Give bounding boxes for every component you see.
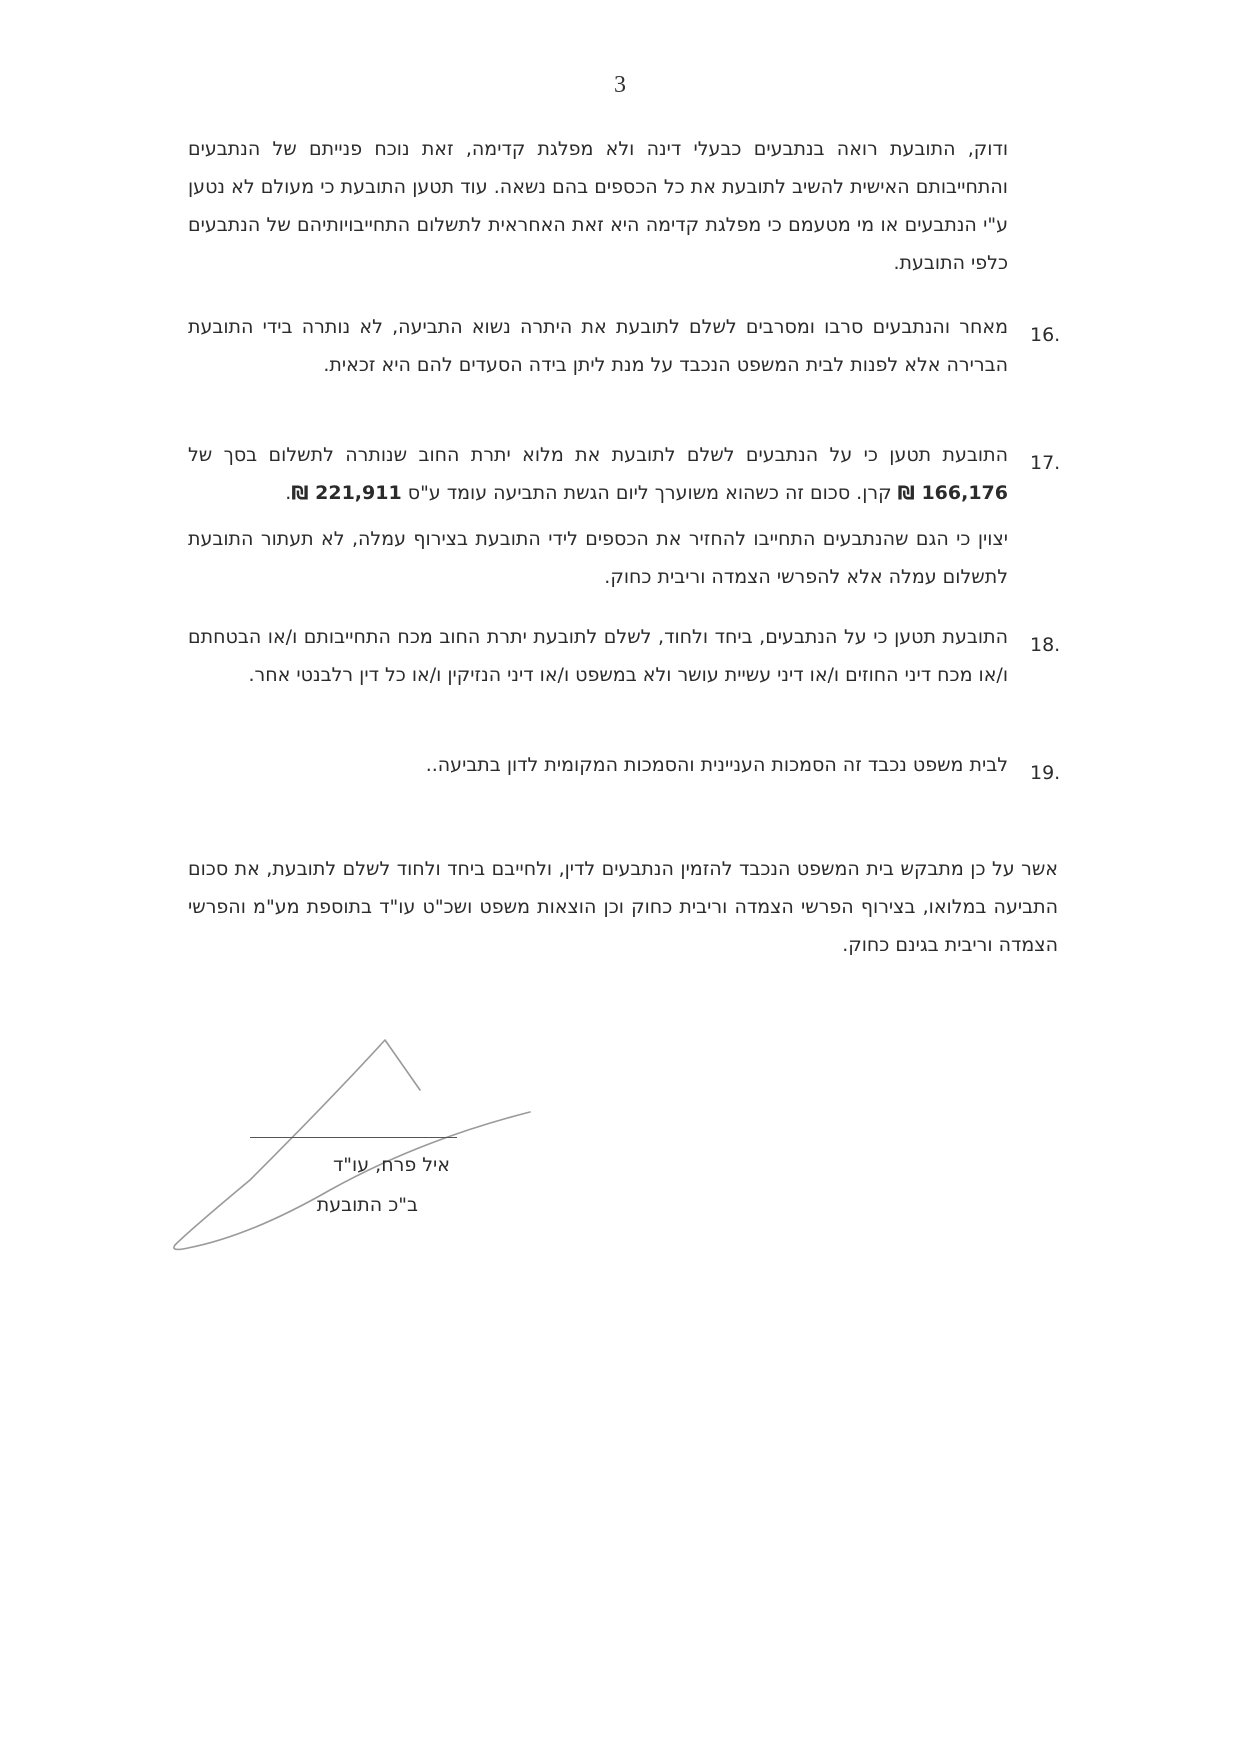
paragraph-17-text-a: התובעת תטען כי על הנתבעים לשלם לתובעת את מלוא יתרת החוב שנותרה לתשלום בסך של bbox=[188, 444, 1008, 466]
signatory-name: איל פרח, עו"ד bbox=[332, 1154, 450, 1176]
item-number-19: 19. bbox=[1030, 762, 1061, 784]
signatory-role: ב"כ התובעת bbox=[316, 1194, 418, 1216]
paragraph-15-continuation: ודוק, התובעת רואה בנתבעים כבעלי דינה ולא מפלגת קדימה, זאת נוכח פנייתם של הנתבעים והתחייבותם האישית להשיב לתובעת את כל הכספים בהם נשאה. עוד תטען התובעת כי מעולם לא נטען ע"י הנתבעים או מי מטעמם כי מפלגת קדימה היא זאת האחראית לתשלום התחייבויותיהם של הנתבעים כלפי התובעת. bbox=[188, 138, 1008, 274]
principal-amount: 166,176 ₪ bbox=[897, 482, 1008, 504]
item-number-17: 17. bbox=[1030, 452, 1061, 474]
total-claim-amount: 221,911 ₪ bbox=[291, 482, 402, 504]
closing-request: אשר על כן מתבקש בית המשפט הנכבד להזמין הנתבעים לדין, ולחייבם ביחד ולחוד לשלם לתובעת, את סכום התביעה במלואו, בצירוף הפרשי הצמדה וריבית כחוק וכן הוצאות משפט ושכ"ט עו"ד בתוספת מע"מ והפרשי הצמדה וריבית בגינם כחוק. bbox=[188, 858, 1058, 956]
paragraph-17 bbox=[188, 436, 1008, 512]
paragraph-17-period: . bbox=[285, 482, 292, 504]
paragraph-19: לבית משפט נכבד זה הסמכות העניינית והסמכות המקומית לדון בתביעה.. bbox=[425, 754, 1008, 776]
page-number: 3 bbox=[614, 72, 626, 98]
signature-line bbox=[250, 1137, 457, 1138]
item-number-16: 16. bbox=[1030, 324, 1061, 346]
paragraph-18: התובעת תטען כי על הנתבעים, ביחד ולחוד, לשלם לתובעת יתרת החוב מכח התחייבותם ו/או הבטחתם ו/או מכח דיני החוזים ו/או דיני עשיית עושר ולא במשפט ו/או דיני הנזיקין ו/או כל דין רלבנטי אחר. bbox=[188, 626, 1008, 686]
item-number-18: 18. bbox=[1030, 634, 1061, 656]
paragraph-17-text-b: קרן. סכום זה כשהוא משוערך ליום הגשת התביעה עומד ע"ס bbox=[407, 482, 892, 504]
paragraph-16: מאחר והנתבעים סרבו ומסרבים לשלם לתובעת את היתרה נשוא התביעה, לא נותרה בידי התובעת הברירה אלא לפנות לבית המשפט הנכבד על מנת ליתן בידה הסעדים להם היא זכאית. bbox=[188, 316, 1008, 376]
paragraph-17-note: יצוין כי הגם שהנתבעים התחייבו להחזיר את הכספים לידי התובעת בצירוף עמלה, לא תעתור התובעת לתשלום עמלה אלא להפרשי הצמדה וריבית כחוק. bbox=[188, 528, 1008, 588]
